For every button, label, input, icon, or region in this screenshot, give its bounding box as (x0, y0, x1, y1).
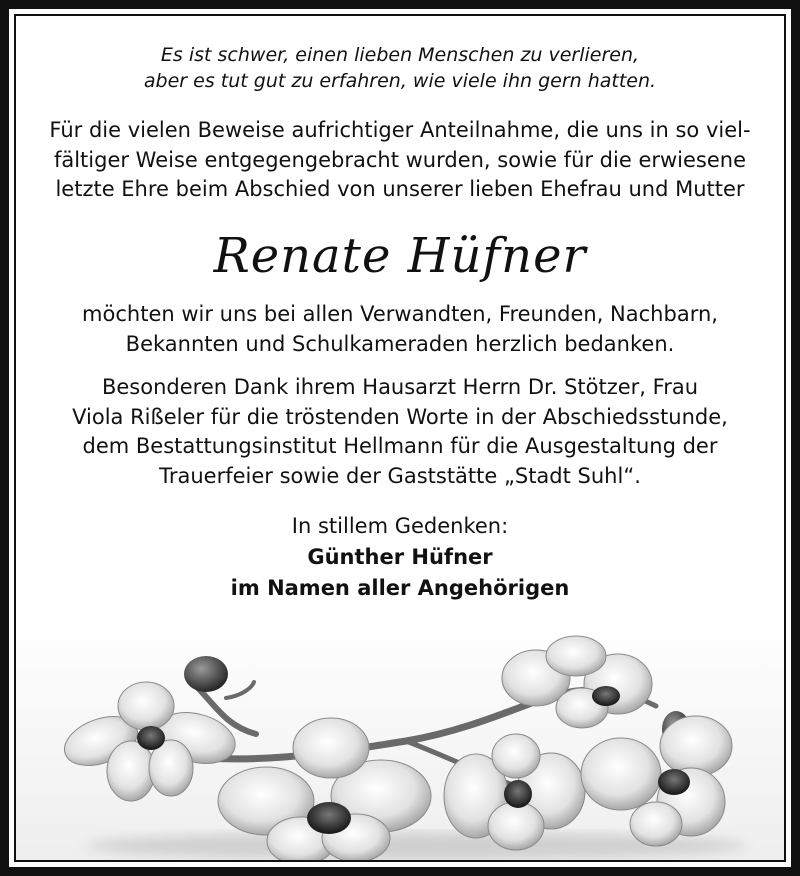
notice-panel (14, 14, 786, 862)
text-line: Besonderen Dank ihrem Hausarzt Herrn Dr. Stötzer, Frau (101, 375, 699, 399)
signature-name: Günther Hüfner (307, 545, 493, 569)
thanks-paragraph-intro (16, 116, 784, 205)
text-line: Bekannten und Schulkameraden herzlich bedanken. (125, 331, 675, 356)
text-line: dem Bestattungsinstitut Hellmann für die Ausgestaltung der (82, 434, 718, 458)
signature-block (16, 511, 784, 604)
text-line: Für die vielen Beweise aufrichtiger Anteilnahme, die uns in so viel- (49, 118, 751, 142)
signature-on-behalf: im Namen aller Angehörigen (230, 576, 570, 600)
text-line: Trauerfeier sowie der Gaststätte „Stadt Suhl“. (159, 463, 641, 488)
thanks-paragraph-special (16, 373, 784, 491)
deceased-name: Renate Hüfner (213, 228, 587, 284)
motto-line: aber es tut gut zu erfahren, wie viele ihn gern hatten. (143, 70, 657, 92)
motto (16, 42, 784, 94)
text-line: fältiger Weise entgegengebracht wurden, sowie für die erwiesene (53, 147, 747, 172)
text-line: möchten wir uns bei allen Verwandten, Freunden, Nachbarn, (82, 302, 718, 326)
signature-intro: In stillem Gedenken: (291, 514, 509, 538)
text-line: Viola Rißeler für die tröstenden Worte in der Abschiedsstunde, (72, 404, 728, 429)
thanks-paragraph-relatives (16, 300, 784, 359)
orchid-flowers-image (16, 616, 786, 862)
text-line: letzte Ehre beim Abschied von unserer lieben Ehefrau und Mutter (55, 177, 745, 201)
motto-line: Es ist schwer, einen lieben Menschen zu verlieren, (160, 44, 640, 66)
